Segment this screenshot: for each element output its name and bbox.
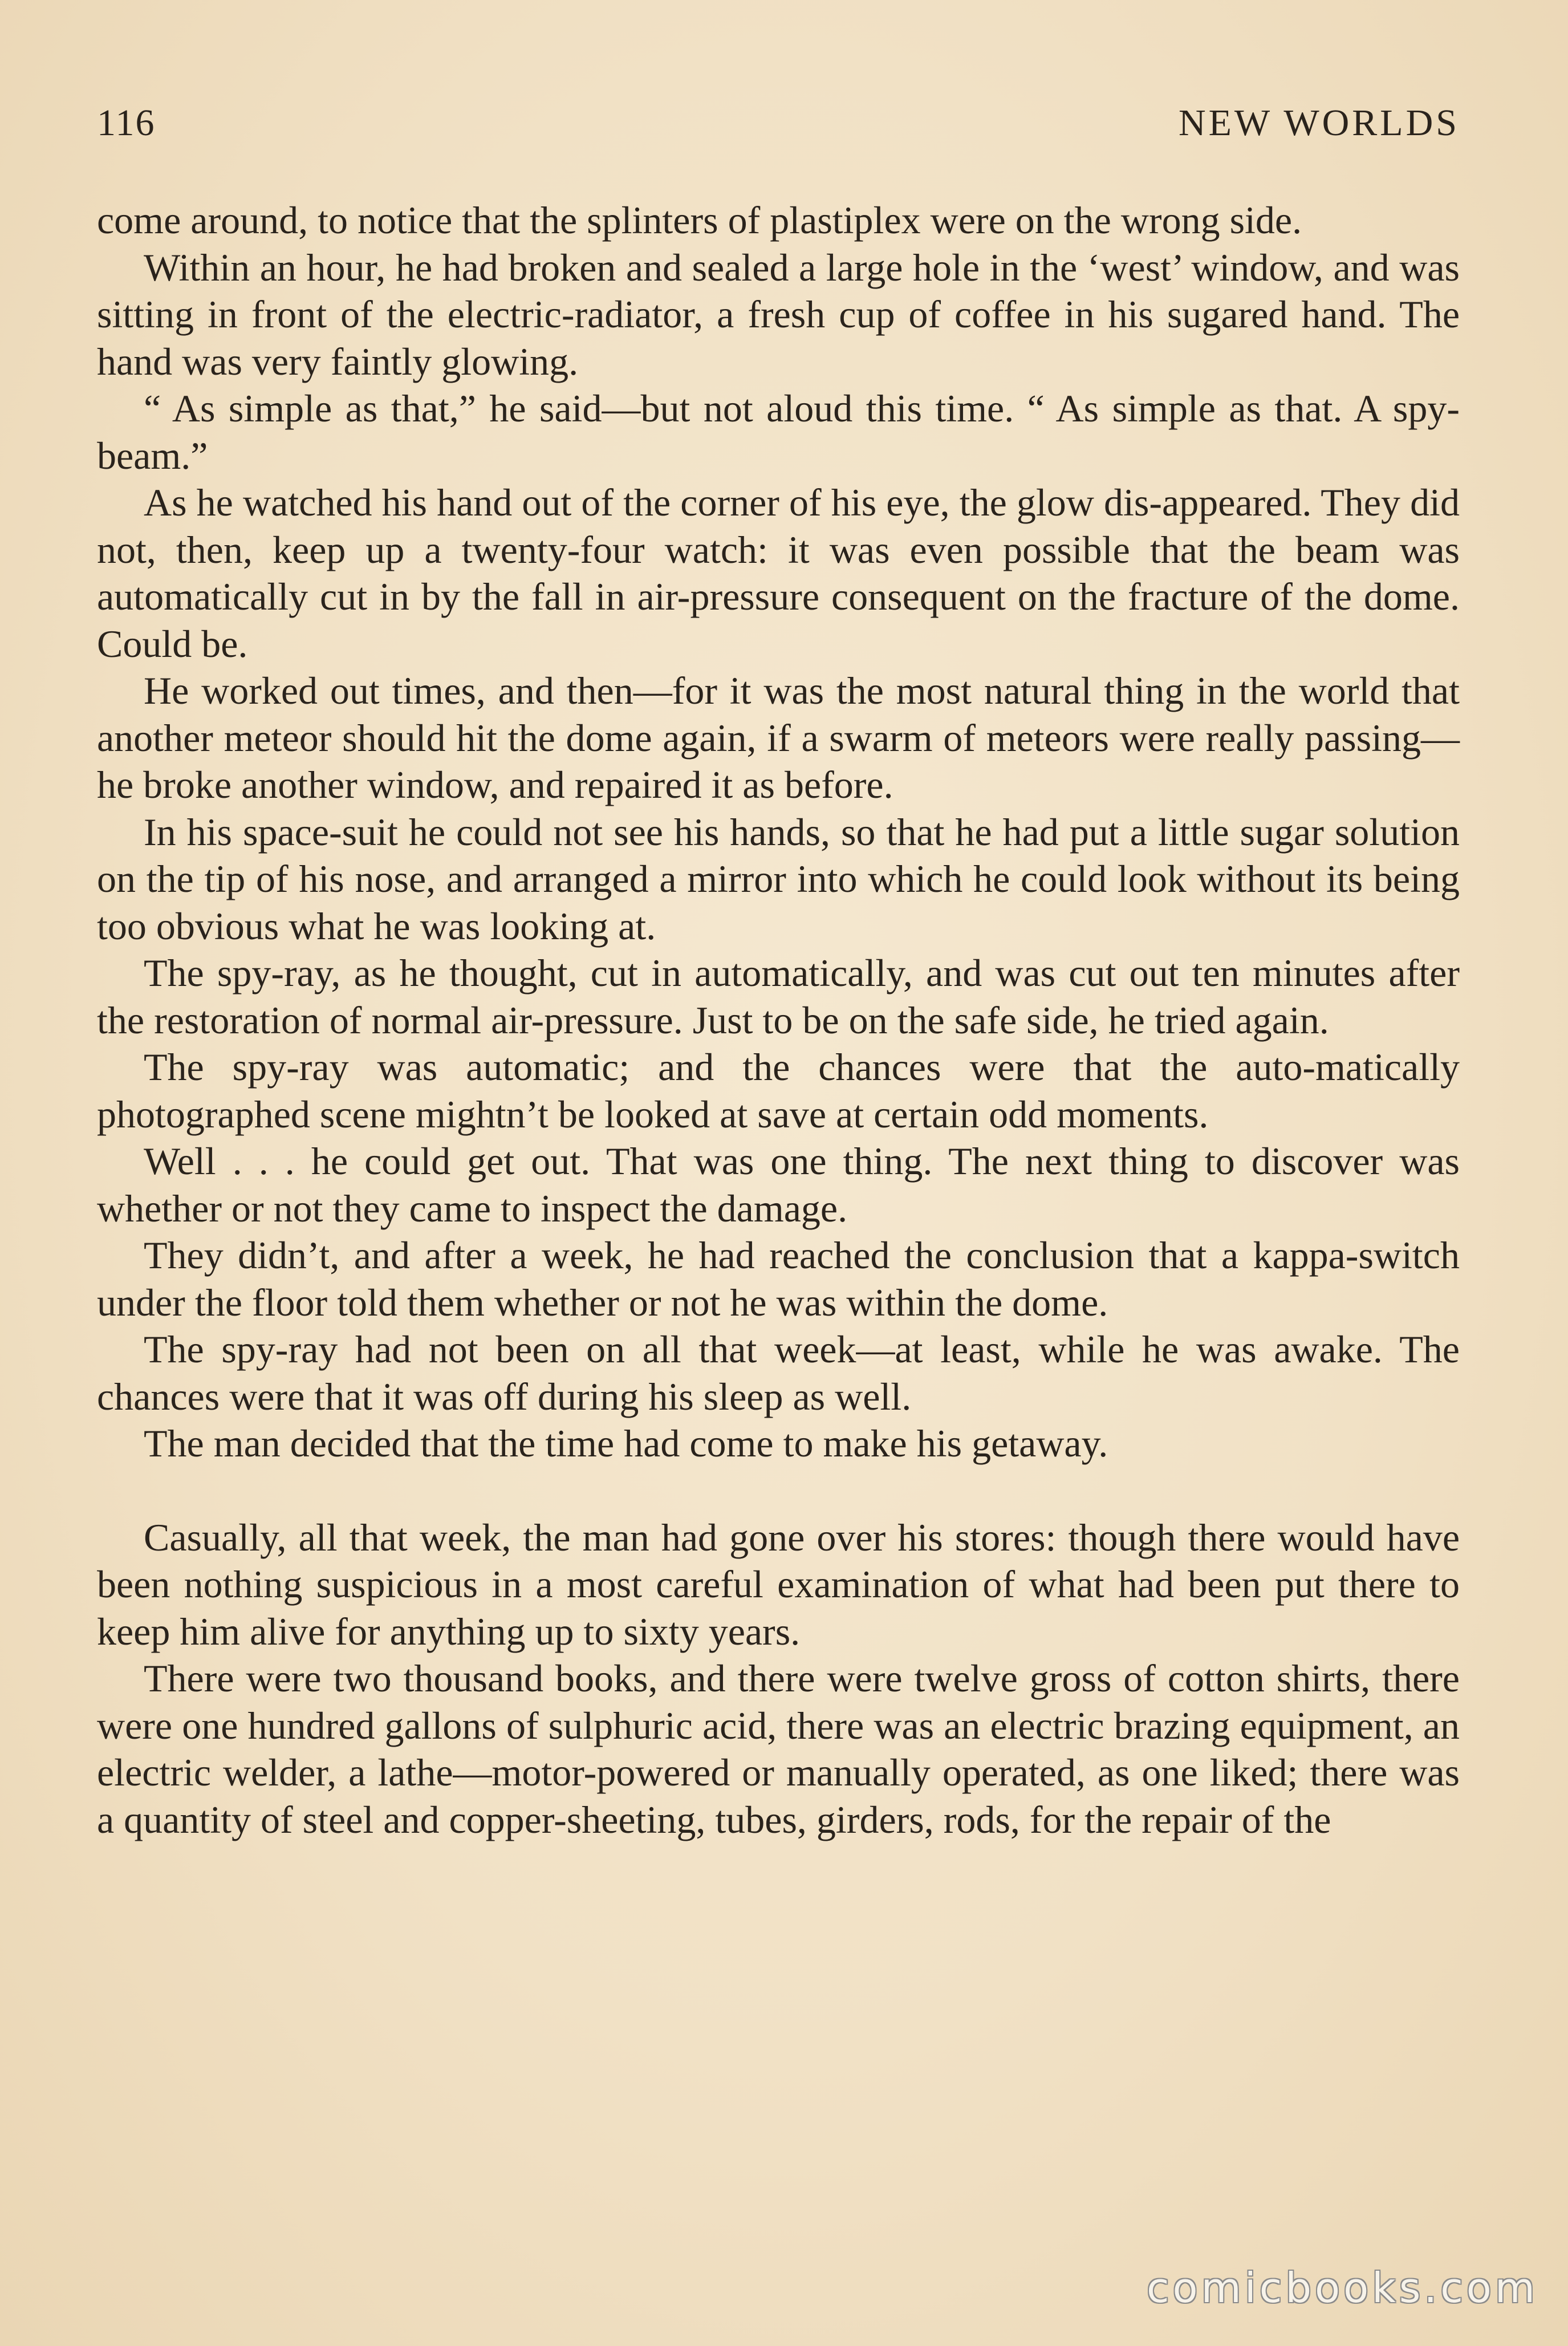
running-head: NEW WORLDS	[1178, 102, 1460, 144]
paragraph: The man decided that the time had come to make his getaway.	[144, 1422, 1108, 1465]
paragraph: There were two thousand books, and there were twelve gross of cotton shirts, there were one hundred gallons of sulphuric acid, there was an electric brazing equipment, an electric welder, a lathe—motor-powered or manually operated, as one liked; there was a quantity of steel and copper-sheeting, tubes, girders, rods, for the repair of the	[97, 1657, 1460, 1841]
paragraph: He worked out times, and then—for it was the most natural thing in the world that another meteor should hit the dome again, if a swarm of meteors were really passing—he broke another window, and repaired it as before.	[97, 669, 1460, 806]
body-text	[97, 197, 1460, 1843]
paragraph: Within an hour, he had broken and sealed a large hole in the ‘west’ window, and was sitting in front of the electric-radiator, a fresh cup of coffee in his sugared hand. The hand was very faintly glowing.	[97, 245, 1460, 383]
paragraph: As he watched his hand out of the corner of his eye, the glow dis-appeared. They did not, then, keep up a twenty-four watch: it was even possible that the beam was automatically cut in by the fall in air-pressure consequent on the fracture of the dome. Could be.	[97, 481, 1460, 665]
paragraph: Well . . . he could get out. That was one thing. The next thing to discover was whether or not they came to inspect the damage.	[97, 1139, 1460, 1230]
page-header	[97, 102, 1460, 153]
page-number: 116	[97, 102, 156, 144]
paragraph: Casually, all that week, the man had gone over his stores: though there would have been nothing suspicious in a most careful examination of what had been put there to keep him alive for anything up to sixty years.	[97, 1515, 1460, 1653]
paragraph: come around, to notice that the splinters of plastiplex were on the wrong side.	[97, 198, 1302, 242]
paragraph: “ As simple as that,” he said—but not aloud this time. “ As simple as that. A spy-beam.”	[97, 387, 1460, 477]
paragraph: The spy-ray had not been on all that week—at least, while he was awake. The chances were that it was off during his sleep as well.	[97, 1328, 1460, 1418]
paragraph: The spy-ray was automatic; and the chances were that the auto-matically photographed scene mightn’t be looked at save at certain odd moments.	[97, 1045, 1460, 1136]
paragraph: In his space-suit he could not see his hands, so that he had put a little sugar solution on the tip of his nose, and arranged a mirror into which he could look without its being too obvious what he was looking at.	[97, 810, 1460, 948]
paragraph: The spy-ray, as he thought, cut in automatically, and was cut out ten minutes after the restoration of normal air-pressure. Just to be on the safe side, he tried again.	[97, 951, 1460, 1042]
section-break	[97, 1467, 1460, 1514]
paragraph: They didn’t, and after a week, he had reached the conclusion that a kappa-switch under the floor told them whether or not he was within the dome.	[97, 1233, 1460, 1324]
watermark: comicbooks.com	[1146, 2264, 1538, 2312]
